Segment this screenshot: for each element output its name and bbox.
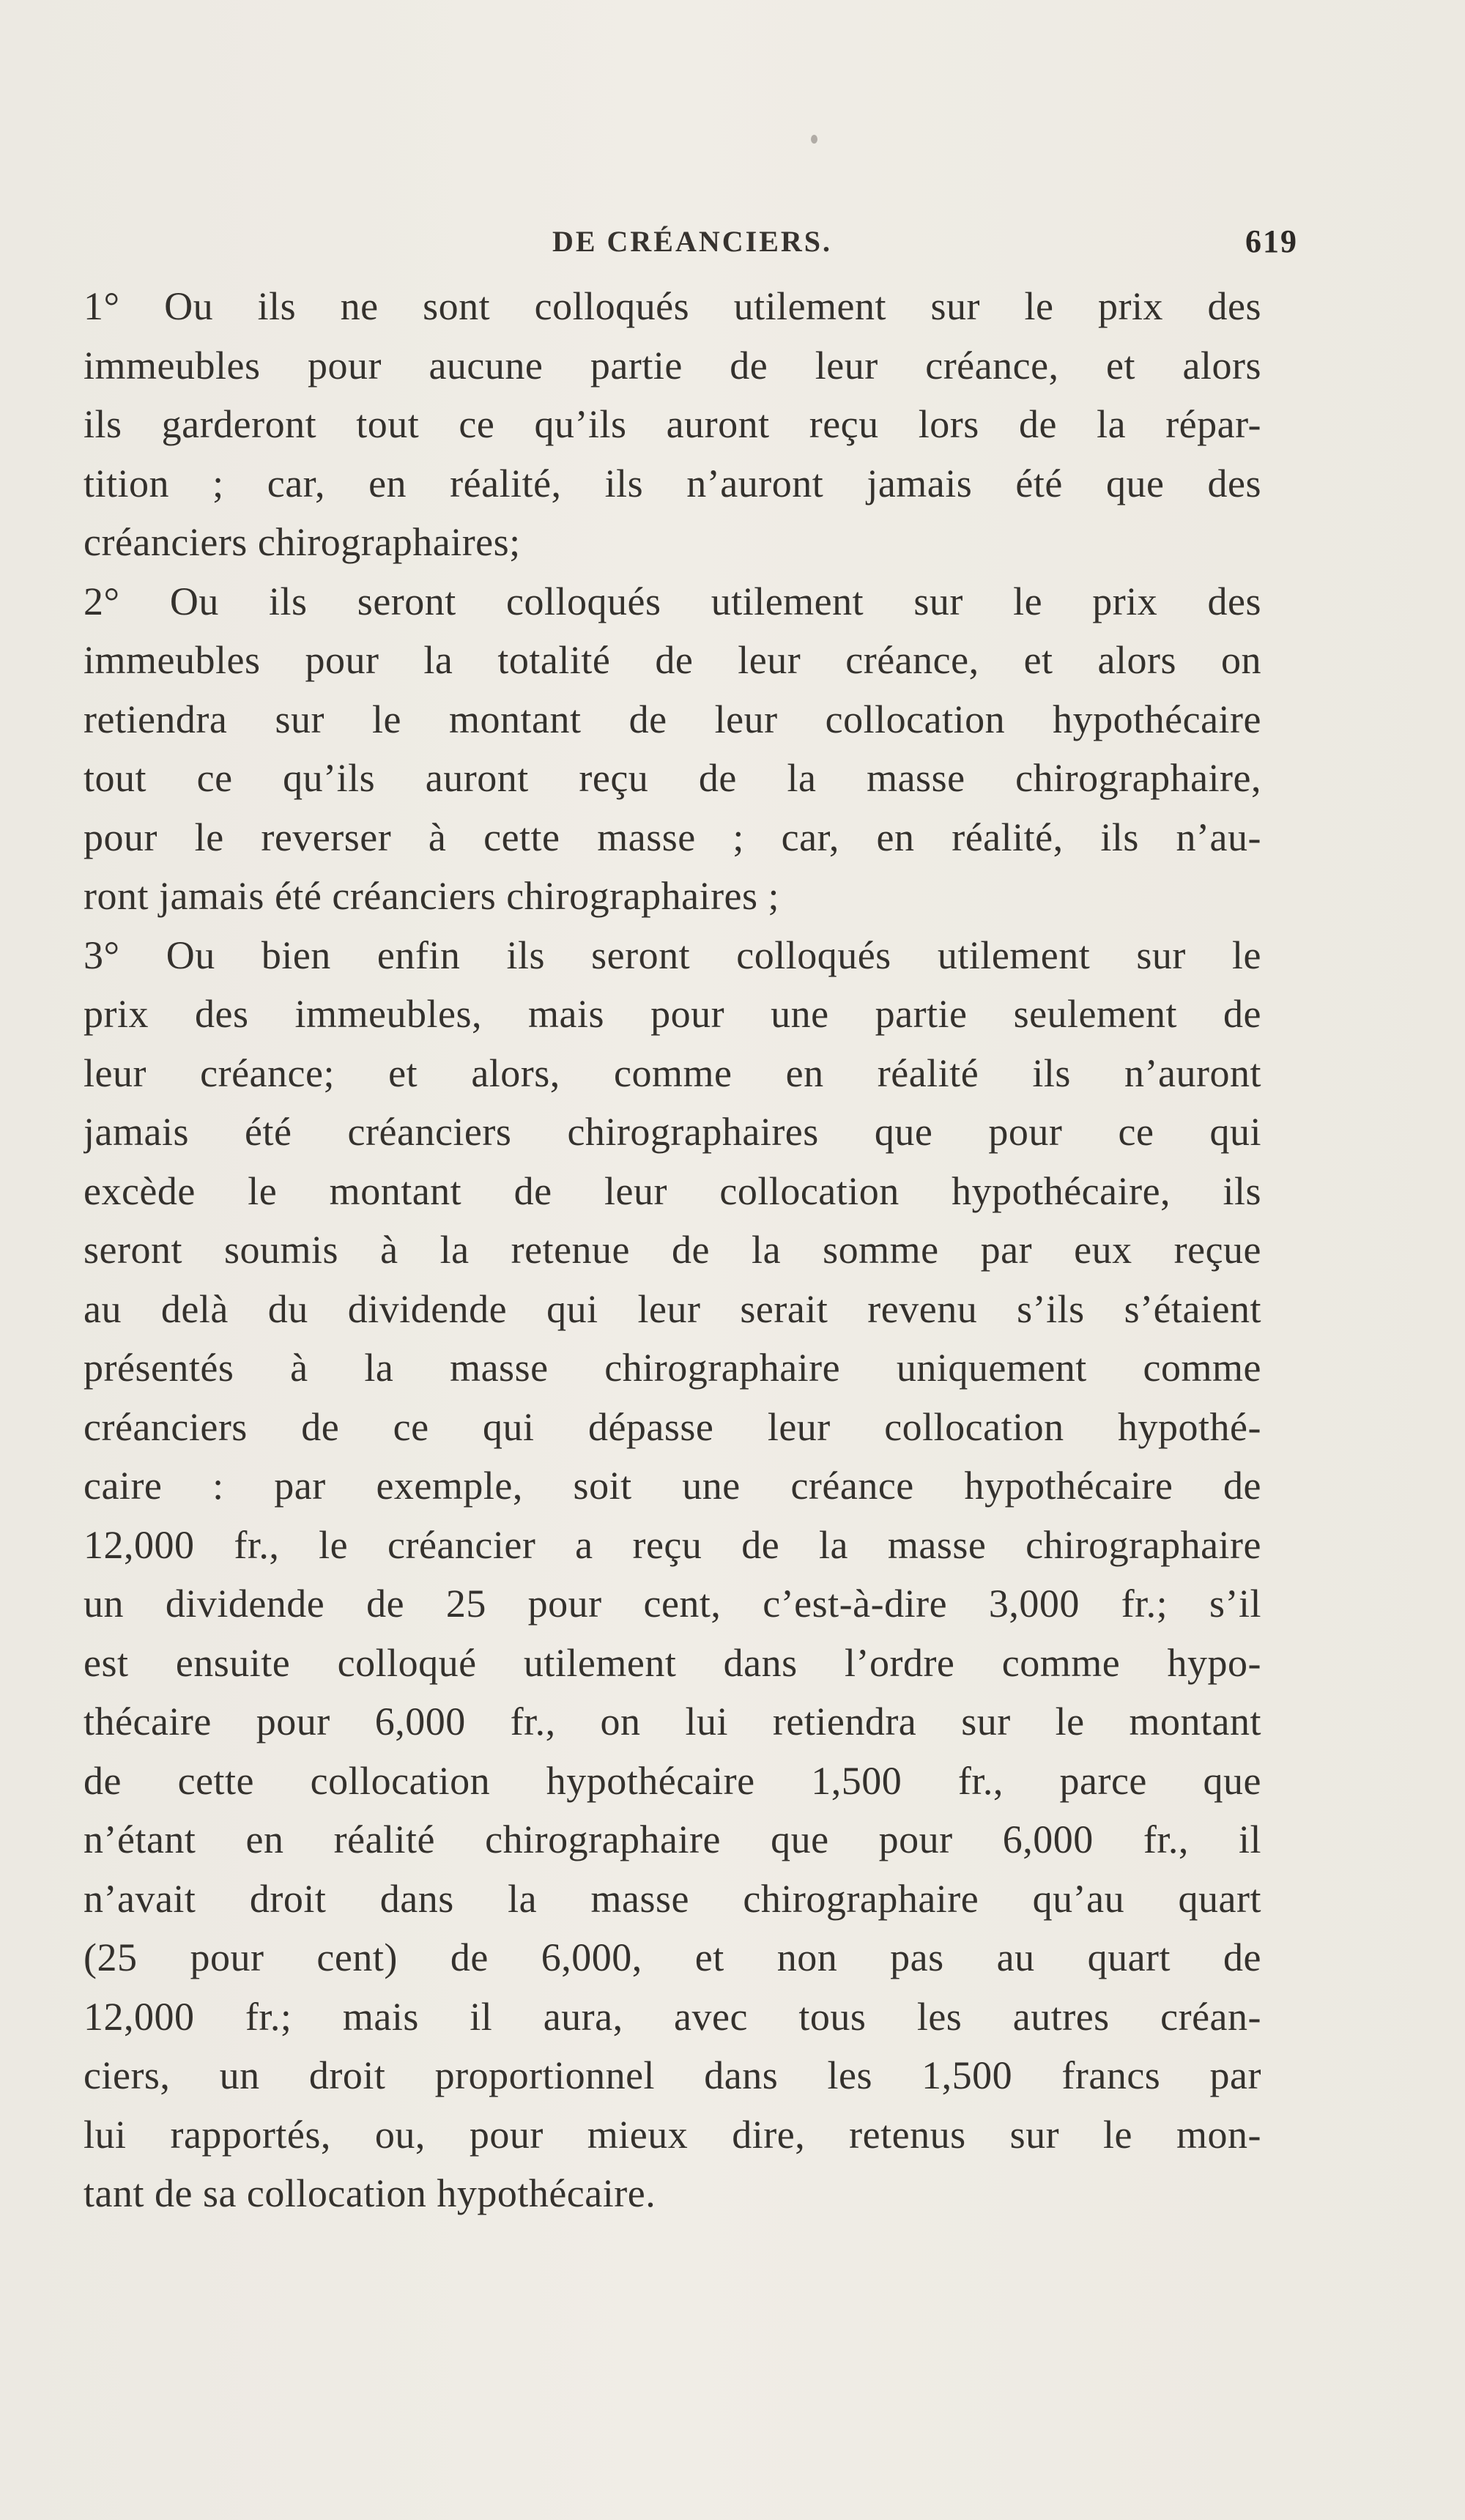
ink-speck (811, 135, 817, 144)
text-line-6: 2° Ou ils seront colloqués utilement sur le prix des (84, 579, 1261, 623)
text-line-3: ils garderont tout ce qu’ils auront reçu lors de la répar- (84, 402, 1261, 446)
running-head (84, 220, 1301, 264)
text-line-19: présentés à la masse chirographaire uniquement comme (84, 1346, 1261, 1390)
text-line-4: tition ; car, en réalité, ils n’auront jamais été que des (84, 461, 1261, 505)
text-line-15: jamais été créanciers chirographaires que pour ce qui (84, 1110, 1261, 1154)
text-line-18: au delà du dividende qui leur serait revenu s’ils s’étaient (84, 1286, 1261, 1331)
text-line-1: 1° Ou ils ne sont colloqués utilement sur le prix des (84, 284, 1261, 328)
text-line-33: tant de sa collocation hypothécaire. (84, 2171, 656, 2215)
text-line-11: ront jamais été créanciers chirographaires ; (84, 874, 780, 918)
text-line-21: caire : par exemple, soit une créance hypothécaire de (84, 1464, 1261, 1508)
text-line-29: (25 pour cent) de 6,000, et non pas au quart de (84, 1935, 1261, 1979)
running-title: DE CRÉANCIERS. (552, 225, 833, 258)
text-line-9: tout ce qu’ils auront reçu de la masse chirographaire, (84, 756, 1261, 800)
text-line-5: créanciers chirographaires; (84, 520, 521, 564)
text-line-23: un dividende de 25 pour cent, c’est-à-dire 3,000 fr.; s’il (84, 1582, 1261, 1626)
text-line-16: excède le montant de leur collocation hypothécaire, ils (84, 1168, 1261, 1213)
text-line-24: est ensuite colloqué utilement dans l’ordre comme hypo- (84, 1640, 1261, 1685)
text-line-26: de cette collocation hypothécaire 1,500 fr., parce que (84, 1758, 1261, 1803)
text-line-32: lui rapportés, ou, pour mieux dire, retenus sur le mon- (84, 2112, 1261, 2157)
text-line-13: prix des immeubles, mais pour une partie seulement de (84, 992, 1261, 1036)
text-line-22: 12,000 fr., le créancier a reçu de la masse chirographaire (84, 1522, 1261, 1567)
text-line-28: n’avait droit dans la masse chirographaire qu’au quart (84, 1876, 1261, 1921)
text-body (84, 277, 1261, 2269)
text-line-2: immeubles pour aucune partie de leur créance, et alors (84, 343, 1261, 388)
text-line-14: leur créance; et alors, comme en réalité ils n’auront (84, 1050, 1261, 1095)
text-line-17: seront soumis à la retenue de la somme par eux reçue (84, 1228, 1261, 1272)
text-line-8: retiendra sur le montant de leur collocation hypothécaire (84, 697, 1261, 741)
text-line-10: pour le reverser à cette masse ; car, en réalité, ils n’au- (84, 815, 1261, 859)
text-line-20: créanciers de ce qui dépasse leur collocation hypothé- (84, 1404, 1261, 1449)
text-line-30: 12,000 fr.; mais il aura, avec tous les autres créan- (84, 1994, 1261, 2039)
text-line-25: thécaire pour 6,000 fr., on lui retiendra sur le montant (84, 1700, 1261, 1743)
text-line-7: immeubles pour la totalité de leur créance, et alors on (84, 638, 1261, 682)
text-line-12: 3° Ou bien enfin ils seront colloqués utilement sur le (84, 933, 1261, 977)
text-line-31: ciers, un droit proportionnel dans les 1,500 francs par (84, 2053, 1261, 2097)
text-line-27: n’étant en réalité chirographaire que pour 6,000 fr., il (84, 1817, 1261, 1861)
page-number: 619 (1245, 223, 1298, 259)
